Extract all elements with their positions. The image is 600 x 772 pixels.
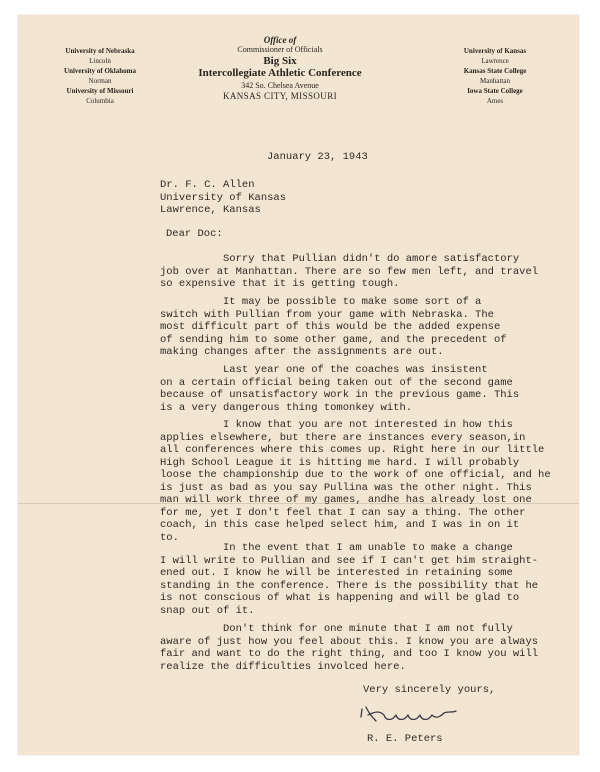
school-name: University of Oklahoma xyxy=(64,67,136,75)
paragraph-line: coach, in this case helped select him, and I was in on it xyxy=(160,519,520,531)
paragraph-line: so expensive that it is getting tough. xyxy=(160,278,400,290)
paragraph-line: is just as bad as you say Pullina was the other night. This xyxy=(160,481,532,494)
salutation: Dear Doc: xyxy=(166,228,223,240)
letterhead-center xyxy=(180,35,380,102)
paragraph-line: man will work three of my games, andhe has already lost one xyxy=(160,494,532,506)
letter-date: January 23, 1943 xyxy=(267,151,368,163)
paragraph-line: is a very dangerous thing tomonkey with. xyxy=(160,401,413,414)
paragraph-line: switch with Pullian from your game with Nebraska. The xyxy=(160,308,494,321)
paragraph-line: realize the difficulties involced here. xyxy=(160,660,406,673)
recipient-line: Lawrence, Kansas xyxy=(160,204,261,216)
school-city: Manhattan xyxy=(480,77,510,85)
paragraph xyxy=(160,364,519,414)
letterhead-left-schools xyxy=(50,46,150,106)
paragraph-line: fair and want to do the right thing, and too I know you will xyxy=(160,648,539,660)
school-name: University of Nebraska xyxy=(65,47,135,55)
paragraph xyxy=(160,253,538,291)
closing: Very sincerely yours, xyxy=(363,684,496,696)
paragraph-line: aware of just how you feel about this. I know you are always xyxy=(160,635,539,648)
paragraph-line: of sending him to some other game, and the precedent of xyxy=(160,333,507,346)
school-city: Lawrence xyxy=(481,57,509,65)
paragraph xyxy=(160,296,507,359)
school-name: Kansas State College xyxy=(463,67,527,75)
paragraph-line: I will write to Pullian and see if I can't get him straight- xyxy=(160,554,539,567)
paragraph xyxy=(160,419,551,544)
recipient-address xyxy=(160,179,286,217)
school-city: Norman xyxy=(88,77,112,85)
paragraph-line: ened out. I know he will be interested in retaining some xyxy=(160,567,513,579)
paragraph-line: all conferences where this comes up. Right here in our little xyxy=(160,444,545,456)
city-line: KANSAS CITY, MISSOURI xyxy=(222,91,337,101)
school-city: Columbia xyxy=(86,97,114,105)
office-label: Office of xyxy=(263,35,297,45)
paragraph-line: I know that you are not interested in how this xyxy=(160,419,513,431)
paragraph-line: snap out of it. xyxy=(160,604,255,617)
paragraph xyxy=(160,623,538,673)
paragraph-line: Sorry that Pullian didn't do amore satisfactory xyxy=(160,253,520,265)
conference-title: Intercollegiate Athletic Conference xyxy=(198,67,362,79)
paragraph-line: applies elsewhere, but there are instances every season,in xyxy=(160,431,526,444)
paragraph-line: is not conscious of what is happening and will be glad to xyxy=(160,592,520,604)
paragraph-line: most difficult part of this would be the added expense xyxy=(160,321,501,333)
commissioner-label: Commissioner of Officials xyxy=(237,45,323,54)
school-name: University of Missouri xyxy=(66,87,134,95)
paragraph-line: to. xyxy=(160,531,179,544)
school-name: University of Kansas xyxy=(463,47,527,55)
paragraph-line: Don't think for one minute that I am not fully xyxy=(160,623,513,635)
big-six-title: Big Six xyxy=(263,55,297,67)
paragraph-line: It may be possible to make some sort of a xyxy=(160,296,482,308)
school-name: Iowa State College xyxy=(467,87,523,95)
recipient-line: Dr. F. C. Allen xyxy=(160,179,255,191)
paragraph-line: High School League it is hitting me hard. I will probably xyxy=(160,456,520,469)
school-city: Ames xyxy=(486,97,504,105)
school-city: Lincoln xyxy=(89,57,111,65)
paragraph-line: because of unsatisfactory work in the previous game. This xyxy=(160,389,520,401)
letterhead-right-schools xyxy=(440,46,550,106)
signer-name: R. E. Peters xyxy=(367,733,443,745)
paragraph-line: on a certain official being taken out of the second game xyxy=(160,376,513,389)
paragraph-line: Last year one of the coaches was insistent xyxy=(160,364,488,376)
paragraph-line: standing in the conference. There is the possibility that he xyxy=(160,579,539,592)
paragraph-line: In the event that I am unable to make a change xyxy=(160,542,513,554)
street-address: 342 So. Chelsea Avenue xyxy=(241,81,319,90)
recipient-line: University of Kansas xyxy=(160,191,287,204)
paragraph xyxy=(160,542,538,617)
handwritten-signature xyxy=(358,703,478,731)
paragraph-line: making changes after the assignments are out. xyxy=(160,346,444,358)
paragraph-line: for me, yet I don't feel that I can say a thing. The other xyxy=(160,506,526,519)
paragraph-line: loose the championship due to the work of one official, and he xyxy=(160,469,551,481)
paragraph-line: job over at Manhattan. There are so few men left, and travel xyxy=(160,265,539,278)
